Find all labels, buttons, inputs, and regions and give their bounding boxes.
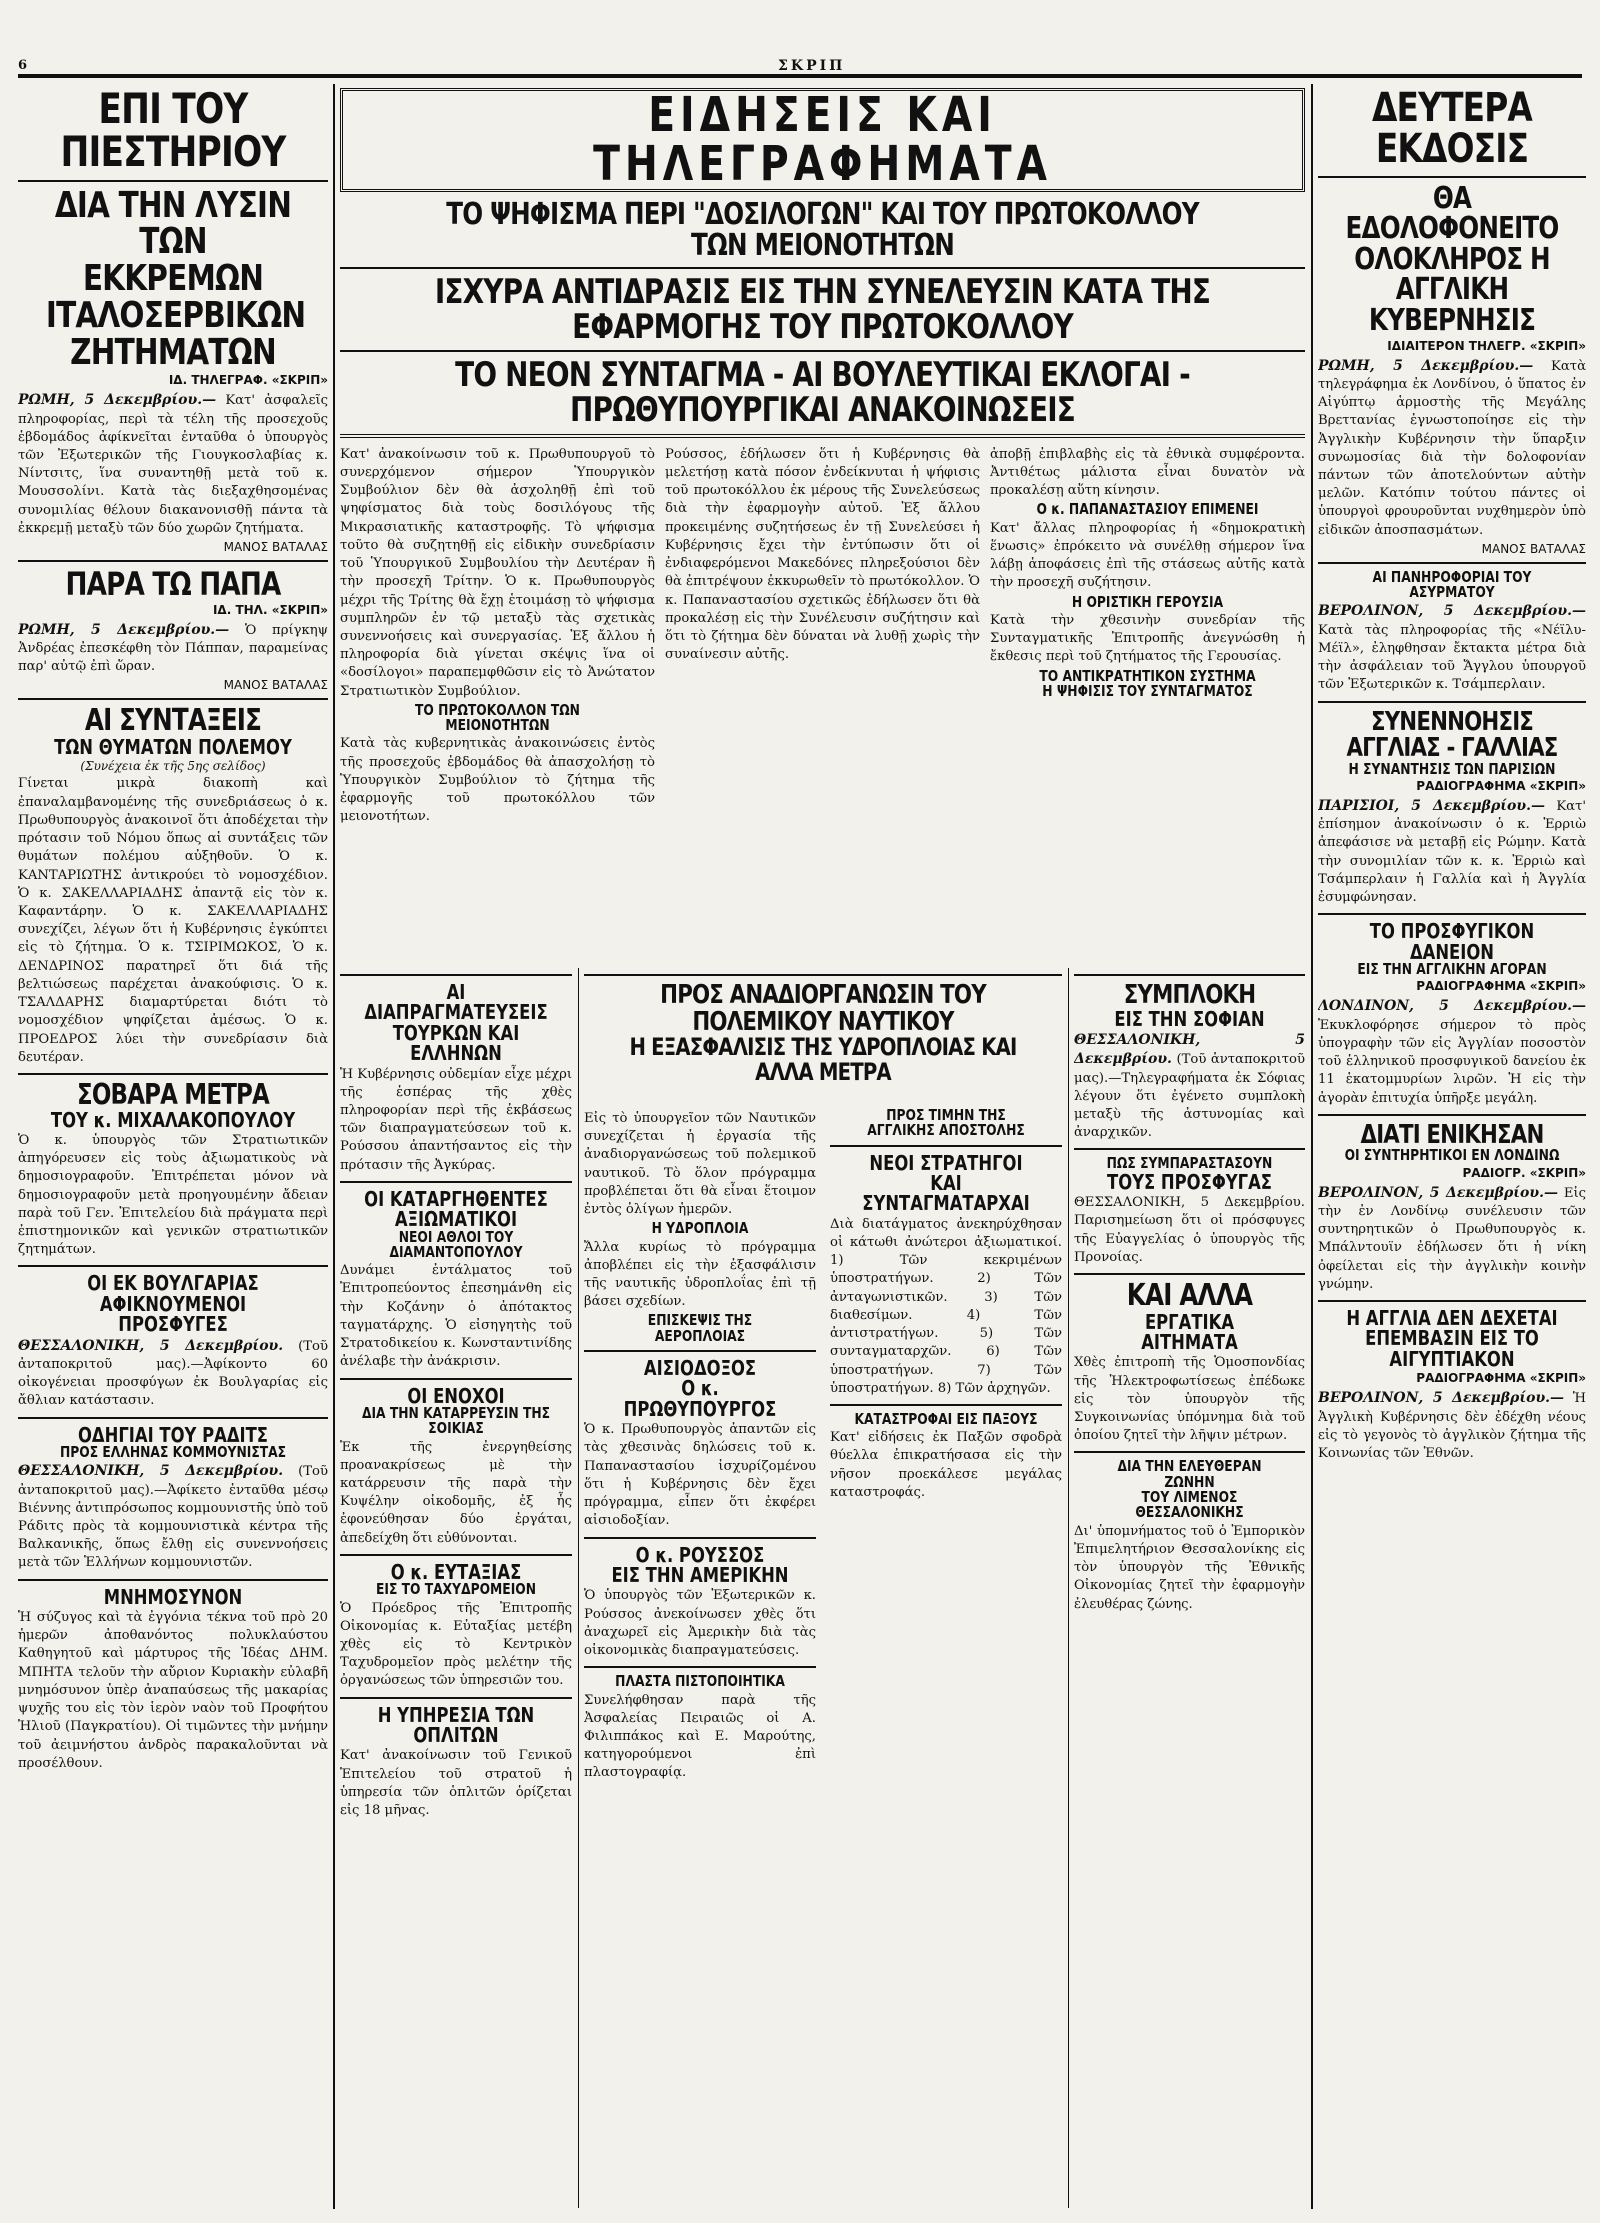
dateline: ΡΩΜΗ, 5 Δεκεμβρίου.— — [18, 621, 230, 638]
article-body: Κατ' ἀνακοίνωσιν τοῦ Γενικοῦ Ἐπιτελείου τοῦ στρατοῦ ἡ ὑπηρεσία τῶν ὁπλιτῶν ὁρίζεται εἰς 18 μῆνας. — [340, 1748, 572, 1819]
article-text: Κατὰ τηλεγράφημα ἐκ Λονδίνου, ὁ ὕπατος ἐν Αἰγύπτῳ ἁρμοστὴς τῆς Μεγάλης Βρεττανίας ἐγνωστοποίησε εἰς τὴν Ἀγγλικὴν Κυβέρνησιν τὴν ὕπαρξιν συνωμοσίας διὰ τὴν δολοφονίαν πάντων τῶν ἀποτελούντων αὐτὴν μελῶν. Κατόπιν τούτου πάντες οἱ ὑπουργοὶ φρουροῦνται νυχθημερὸν ὑπὸ εἰδικῶν ἀποσπασμάτων. — [1318, 358, 1586, 538]
generals-headline: ΝΕΟΙ ΣΤΡΑΤΗΓΟΙ — [869, 1150, 1023, 1175]
entente-headline: ΣΥΝΕΝΝΟΗΣΙΣ ΑΓΓΛΙΑΣ - ΓΑΛΛΙΑΣ — [1346, 706, 1558, 764]
lower-center — [340, 968, 1305, 2208]
byline: ΡΑΔΙΟΓΡΑΦΗΜΑ «ΣΚΡΙΠ» — [1416, 1371, 1586, 1386]
egypt-headline: Η ΑΓΓΛΙΑ ΔΕΝ ΔΕΧΕΤΑΙ ΕΠΕΜΒΑΣΙΝ ΕΙΣ ΤΟ ΑΙΓΥΠΤΙΑΚΟΝ — [1346, 1306, 1558, 1371]
free-zone-subheadline: ΤΟΥ ΛΙΜΕΝΟΣ ΘΕΣΣΑΛΟΝΙΚΗΣ — [1135, 1488, 1244, 1522]
article-body: Ἄλλα κυρίως τὸ πρόγραμμα ἀποβλέπει εἰς τὴν ἐξασφάλισιν τῆς ναυτικῆς ὑδροπλοΐας ἐπὶ τῇ βάσει σχεδίων. — [584, 1239, 816, 1310]
navy-subheadline: Η ΕΞΑΣΦΑΛΙΣΙΣ ΤΗΣ ΥΔΡΟΠΛΟΙΑΣ ΚΑΙ ΑΛΛΑ ΜΕΤΡΑ — [629, 1033, 1017, 1086]
article-body: ἀποβῇ ἐπιβλαβὴς εἰς τὰ ἐθνικὰ συμφέροντα. Ἀντιθέτως μάλιστα εἶναι δυνατὸν νὰ προκαλέσῃ αὕτη κίνησιν. — [990, 446, 1305, 499]
optimist-subheadline: Ο κ. ΠΡΩΘΥΠΟΥΡΓΟΣ — [623, 1376, 777, 1421]
article-text: Εἰς τὴν ἐν Λονδίνῳ συνέλευσιν τῶν συντηρητικῶν ὁ Πρωθυπουργὸς κ. Μπάλντουϊν ἐδήλωσεν ὅτι ἡ νίκη ὀφείλεται εἰς τὴν ἀγγλικὴν κοινὴν γνώμην. — [1318, 1185, 1586, 1292]
generals-subheadline: ΚΑΙ ΣΥΝΤΑΓΜΑΤΑΡΧΑΙ — [862, 1170, 1030, 1216]
article-body: Ἡ σύζυγος καὶ τὰ ἐγγόνια τέκνα τοῦ πρὸ 20 ἡμερῶν ἀποθανόντος πολυκλαύστου Καθηγητοῦ καὶ μάρτυρος τῆς Ἰδέας ΔΗΜ. ΜΠΗΤΑ τελοῦν τὴν αὔριον Κυριακὴν εὐλαβῆ μνημόσυνον ὑπὲρ ἀναπαύσεως τῆς μακαρίας ψυχῆς του εἰς τὸν ἱερὸν ναὸν τοῦ Προφήτου Ἠλιοῦ (Παγκρατίου). Οἱ τιμῶντες τὴν μνήμην τοῦ ἀειμνήστου ἀνδρὸς παρακαλοῦνται νὰ προσέλθουν. — [18, 1610, 328, 1771]
article-body: Κατ' ἄλλας πληροφορίας ἡ «δημοκρατικὴ ἕνωσις» ἐπρόκειτο νὰ συνέλθῃ σήμερον ἵνα λάβῃ ἀποφάσεις ἐπὶ τῆς στάσεως αὐτῆς κατὰ τὴν προσεχῆ συζήτησιν. — [990, 520, 1305, 591]
dateline: ΒΕΡΟΛΙΝΟΝ, 5 Δεκεμβρίου.— — [1318, 1184, 1558, 1201]
right-column — [1318, 88, 1586, 2208]
article-body — [1318, 1389, 1586, 1463]
article-body — [1318, 602, 1586, 694]
article-body: Χθὲς ἐπιτροπὴ τῆς Ὁμοσπονδίας τῆς Ἠλεκτροφωτίσεως ἐπέδωκε εἰς τὸν ὑπουργὸν τῆς Συγκοινωνίας ὑπόμνημα διὰ τοῦ ὁποίου ζητεῖ τὴν λῆψιν μέτρων. — [1074, 1355, 1305, 1444]
talks-headline: ΑΙ ΔΙΑΠΡΑΓΜΑΤΕΥΣΕΙΣ ΤΟΥΡΚΩΝ ΚΑΙ ΕΛΛΗΝΩΝ — [364, 980, 548, 1066]
free-zone-headline: ΔΙΑ ΤΗΝ ΕΛΕΥΘΕΡΑΝ ΖΩΝΗΝ — [1117, 1457, 1262, 1491]
lower-col-3 — [1074, 968, 1305, 2208]
italo-serbian-headline: ΔΙΑ ΤΗΝ ΛΥΣΙΝ ΤΩΝ ΕΚΚΡΕΜΩΝ ΙΤΑΛΟΣΕΡΒΙΚΩΝ ΖΗΤΗΜΑΤΩΝ — [45, 184, 306, 373]
conservatives-subheadline: ΟΙ ΣΥΝΤΗΡΗΤΙΚΟΙ ΕΝ ΛΟΝΔΙΝΩ — [1344, 1146, 1560, 1165]
roussos-subheadline: ΕΙΣ ΤΗΝ ΑΜΕΡΙΚΗΝ — [611, 1562, 789, 1587]
raditch-subheadline: ΠΡΟΣ ΕΛΛΗΝΑΣ ΚΟΜΜΟΥΝΙΣΤΑΣ — [59, 1442, 287, 1461]
article-body: Διὰ διατάγματος ἀνεκηρύχθησαν οἱ κάτωθι ἀνώτεροι ἀξιωματικοί. 1) Τῶν κεκριμένων ὑποστρατήγων. 2) Τῶν ἀνταγωνιστικῶν. 3) Τῶν διαθεσίμων. 4) Τῶν ἀντιστρατήγων. 5) Τῶν συνταγματαρχῶν. 6) Τῶν ὑποστρατήγων. 7) Τῶν ὑποστρατήγων. 8) Τῶν ἀρχηγῶν. — [830, 1216, 1062, 1396]
byline: ΡΑΔΙΟΓΡ. «ΣΚΡΙΠ» — [1462, 1165, 1586, 1180]
article-body — [18, 1462, 328, 1572]
loan-headline: ΤΟ ΠΡΟΣΦΥΓΙΚΟΝ ΔΑΝΕΙΟΝ — [1369, 919, 1535, 964]
left-headline: ΕΠΙ ΤΟΥ ΠΙΕΣΤΗΡΙΟΥ — [60, 88, 286, 176]
column-rule — [578, 968, 579, 2208]
article-body: Ἡ Κυβέρνησις οὐδεμίαν εἶχε μέχρι τῆς ἑσπέρας τῆς χθὲς πληροφορίαν περὶ τῆς ἐκβάσεως τῶν διαπραγματεύσεων τοῦ κ. Ρούσσου ἀπαντήσαντος εἰς τὴν πρότασιν τῆς Ἀγκύρας. — [340, 1066, 572, 1173]
article-body: Δυνάμει ἐντάλματος τοῦ Ἐπιτροπεύοντος ἐπεσημάνθη εἰς τὴν Κοζάνην ὁ ἀπότακτος ταγματάρχης. Ὁ εἰσηγητὴς τοῦ Στρατοδικείου κ. Κωνσταντινίδης ἀνέλαβε τὴν ἀνάκρισιν. — [340, 1263, 572, 1370]
section-subhead: Η ΟΡΙΣΤΙΚΗ ΓΕΡΟΥΣΙΑ — [1071, 592, 1224, 611]
article-body: Κατ' εἰδήσεις ἐκ Παξῶν σφοδρὰ θύελλα ἐπικρατήσασα εἰς τὴν νῆσον προεκάλεσε μεγάλας καταστροφάς. — [830, 1430, 1062, 1500]
eutaxias-headline: Ο κ. ΕΥΤΑΞΙΑΣ — [390, 1559, 522, 1584]
entente-subheadline: Η ΣΥΝΑΝΤΗΣΙΣ ΤΩΝ ΠΑΡΙΣΙΩΝ — [1348, 759, 1556, 778]
article-body: Δι' ὑπομνήματος τοῦ ὁ Ἐμπορικὸν Ἐπιμελητήριον Θεσσαλονίκης εἰς τὸν ὑπουργὸν τῆς Ἐθνικῆς Οἰκονομίας ζητεῖ τὴν ἐφαρμογὴν ἐλευθέρας ζώνης. — [1074, 1523, 1305, 1612]
dateline: ΡΩΜΗ, 5 Δεκεμβρίου.— — [1318, 357, 1534, 374]
lead-col-2 — [665, 444, 980, 829]
dateline: ΘΕΣΣΑΛΟΝΙΚΗ, 5 Δεκεμβρίου. — [18, 1337, 284, 1354]
banner-title: ΕΙΔΗΣΕΙΣ ΚΑΙ ΤΗΛΕΓΡΑΦΗΜΑΤΑ — [593, 88, 1052, 192]
signature: ΜΑΝΟΣ ΒΑΤΑΛΑΣ — [1481, 541, 1586, 556]
article-body: Ἐκ τῆς ἐνεργηθείσης προανακρίσεως μὲ τὴν κατάρρευσιν τῆς παρὰ τὴν Κυψέλην οἰκοδομῆς, ἐξ ἧς ἐφονεύθησαν δύο ἐργάται, ἀπεδείχθη ὅτι εὐθύνονται. — [340, 1439, 572, 1546]
article-body — [1318, 997, 1586, 1107]
article-body: Κατὰ τὰς κυβερνητικὰς ἀνακοινώσεις ἐντὸς τῆς προσεχοῦς ἑβδομάδος θὰ ἀπασχολήσῃ τὸ Ὑπουργικὸν Συμβούλιον τὸ ζήτημα τῆς ἐφαρμογῆς τοῦ πρωτοκόλλου τῶν μειονοτήτων. — [340, 736, 655, 825]
refugee-support-headline: ΠΩΣ ΣΥΜΠΑΡΑΣΤΑΣΟΥΝ — [1106, 1154, 1273, 1173]
center-column — [340, 88, 1305, 2208]
wireless-headline: ΑΙ ΠΑΝΗΡΟΦΟΡΙΑΙ ΤΟΥ ΑΣΥΡΜΑΤΟΥ — [1372, 567, 1532, 602]
article-text: (Τοῦ ἀνταποκριτοῦ μας).—Ἀφίκετο ἐνταῦθα μέσῳ Βιέννης ἀντιπρόσωπος κομμουνιστῆς ὑπὸ τοῦ Ράδιτς πρὸς τὰ κομμουνιστικὰ κέντρα τῆς Βαλκανικῆς, ὅπως ἔλθῃ εἰς συνεννοήσεις μετὰ τῶν Ἑλλήνων κομμουνιστῶν. — [18, 1464, 328, 1571]
clash-subheadline: ΕΙΣ ΤΗΝ ΣΟΦΙΑΝ — [1114, 1006, 1265, 1031]
page-number: 6 — [18, 58, 28, 73]
article-text: Κατ' ἐπίσημον ἀνακοίνωσιν ὁ κ. Ἐρριὼ ἀπεφάσισε νὰ μεταβῇ εἰς Ρώμην. Κατὰ τὴν συνομιλίαν τῶν κ. κ. Ἐρριὼ καὶ Τσάμπερλαιν ἡ Γαλλία καὶ ἡ Ἀγγλία ἐσυμφώνησαν. — [1318, 798, 1586, 906]
article-text: (Τοῦ ἀνταποκριτοῦ μας).—Τηλεγραφήματα ἐκ Σόφιας λέγουν ὅτι ἐγένετο συμπλοκὴ μεταξὺ τῆς ἀστυνομίας καὶ ἀναρχικῶν. — [1074, 1052, 1305, 1141]
lead-third-headline: ΤΟ ΝΕΟΝ ΣΥΝΤΑΓΜΑ - ΑΙ ΒΟΥΛΕΥΤΙΚΑΙ ΕΚΛΟΓΑΙ - ΠΡΩΘΥΠΟΥΡΓΙΚΑΙ ΑΝΑΚΟΙΝΩΣΕΙΣ — [455, 355, 1190, 431]
article-body: Ὁ κ. Πρωθυπουργὸς ἀπαντῶν εἰς τὰς χθεσινὰς δηλώσεις τοῦ κ. Παπαναστασίου ἰσχυρίζομένου ὅτι ἡ Κυβέρνησις δὲν ἔχει πρόγραμμα, εἶπεν ὅτι ἐκφέρει αἰσιοδοξίαν. — [584, 1422, 816, 1529]
section-subhead: ΤΟ ΑΝΤΙΚΡΑΤΗΤΙΚΟΝ ΣΥΣΤΗΜΑ — [1039, 666, 1256, 685]
byline: ΡΑΔΙΟΓΡΑΦΗΜΑ «ΣΚΡΙΠ» — [1416, 979, 1586, 994]
dateline: ΡΩΜΗ, 5 Δεκεμβρίου.— — [18, 392, 217, 409]
labour-headline: ΚΑΙ ΑΛΛΑ — [1126, 1277, 1253, 1313]
eutaxias-subheadline: ΕΙΣ ΤΟ ΤΑΧΥΔΡΟΜΕΙΟΝ — [375, 1580, 537, 1599]
clash-headline: ΣΥΜΠΛΟΚΗ — [1123, 980, 1256, 1010]
dateline: ΛΟΝΔΙΝΟΝ, 5 Δεκεμβρίου.— — [1318, 998, 1586, 1015]
section-subhead: ΤΟ ΠΡΩΤΟΚΟΛΛΟΝ ΤΩΝ ΜΕΙΟΝΟΤΗΤΩΝ — [415, 700, 580, 735]
memorial-headline: ΜΝΗΜΟΣΥΝΟΝ — [103, 1584, 243, 1609]
lead-story-columns — [340, 444, 1305, 829]
dateline: ΒΕΡΟΛΙΝΟΝ, 5 Δεκεμβρίου.— — [1318, 603, 1586, 620]
continued-note: (Συνέχεια ἐκ τῆς 5ης σελίδος) — [80, 759, 266, 774]
article-body — [18, 391, 328, 538]
article-text: Ἡ Ἀγγλικὴ Κυβέρνησις δὲν ἐδέχθη νέους εἰς τὸ γεγονὸς τὸ ἀγγλικὸν ζήτημα τῆς Κοινωνίας τῶν Ἐθνῶν. — [1318, 1391, 1586, 1461]
article-body: Ὁ ὑπουργὸς τῶν Ἐξωτερικῶν κ. Ρούσσος ἀνεκοίνωσεν χθὲς ὅτι ἀναχωρεῖ εἰς Ἀμερικὴν διὰ τὰς οἰκονομικὰς διαπραγματεύσεις. — [584, 1588, 816, 1658]
navy-headline: ΠΡΟΣ ΑΝΑΔΙΟΡΓΑΝΩΣΙΝ ΤΟΥ ΠΟΛΕΜΙΚΟΥ ΝΑΥΤΙΚΟΥ — [660, 980, 986, 1037]
left-column — [18, 88, 328, 2208]
culprits-subheadline: ΔΙΑ ΤΗΝ ΚΑΤΑΡΡΕΥΣΙΝ ΤΗΣ ΣΟΙΚΙΑΣ — [361, 1403, 551, 1438]
labour-subheadline: ΕΡΓΑΤΙΚΑ ΑΙΤΗΜΑΤΑ — [1141, 1309, 1238, 1354]
section-subhead: ΠΡΟΣ ΤΙΜΗΝ ΤΗΣ ΑΓΓΛΙΚΗΣ ΑΠΟΣΤΟΛΗΣ — [867, 1108, 1025, 1140]
column-rule — [1311, 84, 1313, 2209]
lead-headline: ΤΟ ΨΗΦΙΣΜΑ ΠΕΡΙ "ΔΟΣΙΛΟΓΩΝ" ΚΑΙ ΤΟΥ ΠΡΩΤΟΚΟΛΛΟΥ ΤΩΝ ΜΕΙΟΝΟΤΗΤΩΝ — [446, 196, 1199, 263]
byline: ΙΔ. ΤΗΛ. «ΣΚΡΙΠ» — [212, 602, 328, 617]
dateline: ΠΑΡΙΣΙΟΙ, 5 Δεκεμβρίου.— — [1318, 797, 1545, 814]
article-text: Ὁ πρίγκηψ Ἀνδρέας ἐπεσκέφθη τὸν Πάππαν, παραμείνας παρ' αὐτῷ ἐπὶ ὥραν. — [18, 622, 328, 675]
article-text: (Τοῦ ἀνταποκριτοῦ μας).—Ἀφίκοντο 60 οἰκογένειαι προσφύγων ἐκ Βουλγαρίας εἰς ἄθλιαν κατάστασιν. — [18, 1338, 328, 1409]
byline: ΙΔΙΑΙΤΕΡΟΝ ΤΗΛΕΓΡ. «ΣΚΡΙΠ» — [1387, 338, 1586, 353]
optimist-headline: ΑΙΣΙΟΔΟΞΟΣ — [643, 1356, 757, 1381]
article-body — [18, 621, 328, 677]
lead-subheadline: ΙΣΧΥΡΑ ΑΝΤΙΔΡΑΣΙΣ ΕΙΣ ΤΗΝ ΣΥΝΕΛΕΥΣΙΝ ΚΑΤΑ ΤΗΣ ΕΦΑΡΜΟΓΗΣ ΤΟΥ ΠΡΩΤΟΚΟΛΛΟΥ — [434, 272, 1211, 347]
byline: ΙΔ. ΤΗΛΕΓΡΑΦ. «ΣΚΡΙΠ» — [168, 373, 328, 388]
pensions-headline: ΑΙ ΣΥΝΤΑΞΕΙΣ — [84, 703, 262, 739]
article-body: Ρούσσος, ἐδήλωσεν ὅτι ἡ Κυβέρνησις θὰ μελετήσῃ κατὰ πόσον ἐνδείκνυται ἡ ψήφισις τοῦ πρωτοκόλλου ἐκ μέρους τῆς Συνελεύσεως διὰ τὴν ἐφαρμογὴν αὐτοῦ. Ἐξ ἄλλου προκειμένης συζητήσεως ἐν τῇ Συνελεύσει ἡ Κυβέρνησις ἔχει τὴν ἐντύπωσιν ὅτι οἱ ἐνδιαφερόμενοι Μακεδόνες πληρεξούσιοι δὲν θὰ ἐπιτρέψουν ἐκκυρωθεῖν τὸ πρωτόκολλον. Ὁ κ. Παπαναστασίου σχετικῶς ἐδήλωσεν ὅτι θὰ προκαλέσῃ εἰς τὴν Συνέλευσιν συζήτησιν καὶ ὅτι τὸ ζήτημα δὲν δύναται νὰ λυθῇ χωρὶς τὴν συναίνεσιν αὐτῆς. — [665, 446, 980, 663]
masthead — [18, 58, 1582, 78]
signature: ΜΑΝΟΣ ΒΑΤΑΛΑΣ — [223, 678, 328, 693]
refugee-support-subheadline: ΤΟΥΣ ΠΡΟΣΦΥΓΑΣ — [1107, 1169, 1272, 1194]
article-text: Κατὰ τὰς πληροφορίας τῆς «Νέϊλυ-Μέϊλ», ἐληφθησαν ἔκτακτα μέτρα διὰ τὴν ἀσφάλειαν τοῦ Ἄγγλου ὑπουργοῦ τῶν Ἐξωτερικῶν κ. Τσάμπερλαιν. — [1318, 622, 1586, 693]
section-subhead: Η ΥΔΡΟΠΛΟΙΑ — [651, 1219, 749, 1238]
culprits-headline: ΟΙ ΕΝΟΧΟΙ — [407, 1383, 505, 1408]
lower-col-1 — [340, 968, 572, 2208]
article-body: Κατὰ τὴν χθεσινὴν συνεδρίαν τῆς Συνταγματικῆς Ἐπιτροπῆς ἀνεγνώσθη ἡ ἔκθεσις περὶ τοῦ ζητήματος τῆς Γερουσίας. — [990, 612, 1305, 665]
pope-headline: ΠΑΡΑ ΤΩ ΠΑΠΑ — [65, 565, 281, 604]
second-edition-headline: ΔΕΥΤΕΡΑ ΕΚΔΟΣΙΣ — [1371, 88, 1533, 172]
dateline: ΒΕΡΟΛΙΝΟΝ, 5 Δεκεμβρίου.— — [1318, 1390, 1565, 1407]
dateline: ΘΕΣΣΑΛΟΝΙΚΗ, 5 Δεκεμβρίου. — [18, 1463, 284, 1480]
signature: ΜΑΝΟΣ ΒΑΤΑΛΑΣ — [223, 540, 328, 555]
article-text: Ἐκυκλοφόρησε σήμερον τὸ πρὸς ὑπογραφὴν τῶν εἰς Ἀγγλίαν ποσοστὸν τοῦ ἑλληνικοῦ προσφυγικοῦ δανείου ἐκ 11 ἑκατομμυρίων λιρῶν. Ἡ εἰς τὴν ἀγορὰν ἐπιτυχία ὑπῆρξε μεγάλη. — [1318, 1017, 1586, 1106]
lower-col-2b — [830, 1108, 1062, 2208]
article-body: Εἰς τὸ ὑπουργεῖον τῶν Ναυτικῶν συνεχίζεται ἡ ἐργασία τῆς ἀναδιοργανώσεως τοῦ πολεμικοῦ ναυτικοῦ. Τὸ ὅλον πρόγραμμα προβλέπεται ὅτι θὰ εἶναι ἕτοιμον ἐντὸς ὀλίγων ἡμερῶν. — [584, 1111, 816, 1218]
article-body: Συνελήφθησαν παρὰ τῆς Ἀσφαλείας Πειραιῶς οἱ Α. Φιλιππάκος καὶ Ε. Μαρούτης, κατηγορούμενοι ἐπὶ πλαστογραφίᾳ. — [584, 1692, 816, 1781]
dateline: ΘΕΣΣΑΛΟΝΙΚΗ, 5 Δεκεμβρίου. — [1074, 1031, 1305, 1068]
news-banner — [340, 88, 1305, 192]
column-rule — [333, 84, 335, 2209]
section-subhead: Η ΨΗΦΙΣΙΣ ΤΟΥ ΣΥΝΤΑΓΜΑΤΟΣ — [1042, 681, 1253, 700]
forgery-headline: ΠΛΑΣΤΑ ΠΙΣΤΟΠΟΙΗΤΙΚΑ — [615, 1672, 785, 1691]
article-body: Κατ' ἀνακοίνωσιν τοῦ κ. Πρωθυπουργοῦ τὸ συνερχόμενον σήμερον Ὑπουργικὸν Συμβούλιον δὲν θὰ ἀσχοληθῇ ἐπὶ τοῦ ψηφίσματος διὰ τοὺς δοσιλόγους τῆς Μικρασιατικῆς καταστροφῆς. Τὸ ψήφισμα τοῦτο θὰ συζητηθῇ εἰς εἰδικὴν συνεδρίασιν τοῦ Ὑπουργικοῦ Συμβουλίου τὴν Δευτέραν ἢ τὴν προσεχῆ Τρίτην. Ὁ κ. Πρωθυπουργὸς μέχρι τῆς Τρίτης θὰ ἔχῃ ἑτοιμάσῃ τὸ ψήφισμα συμπληρῶν ἐν τῷ μεταξὺ τὰς σχετικὰς συνεννοήσεις καὶ συνεργασίας. Ἐξ ἄλλου ἡ πληροφορία διὰ γίνεται σκέψις ἵνα οἱ «δοσίλογοι» παραπεμφθῶσιν εἰς τὸ Ἀνώτατον Στρατιωτικὸν Συμβούλιον. — [340, 446, 655, 699]
pensions-subheadline: ΤΩΝ ΘΥΜΑΤΩΝ ΠΟΛΕΜΟΥ — [54, 735, 292, 760]
section-subhead: Ο κ. ΠΑΠΑΝΑΣΤΑΣΙΟΥ ΕΠΙΜΕΝΕΙ — [1036, 500, 1259, 519]
article-body: ΘΕΣΣΑΛΟΝΙΚΗ, 5 Δεκεμβρίου. Παρισημείωση ὅτι οἱ πρόσφυγες τῆς Εὐαγγελίας ὁ ὑπουργὸς τῆς Προνοίας. — [1074, 1195, 1305, 1265]
article-body: Γίνεται μικρὰ διακοπὴ καὶ ἐπαναλαμβανομένης τῆς συνεδριάσεως ὁ κ. Πρωθυπουργὸς ἀνακοινοῖ ὅτι ἀποδέχεται τὴν πρότασιν τοῦ Νόμου ὅπως αἱ συντάξεις τῶν θυμάτων πολέμου αὐξηθοῦν. Ὁ κ. ΚΑΝΤΑΡΙΩΤΗΣ ἀντικρούει τὸ νομοσχέδιον. Ὁ κ. ΣΑΚΕΛΛΑΡΙΑΔΗΣ ἀπαντᾷ εἰς τὸν κ. Καφαντάρην. Ὁ κ. ΣΑΚΕΛΛΑΡΙΑΔΗΣ συνεχίζει, λέγων ὅτι ἡ Κυβέρνησις ἐγκύπτει εἰς τὸ ζήτημα. Ὁ κ. ΤΣΙΡΙΜΩΚΟΣ, Ὁ κ. ΔΕΝΔΡΙΝΟΣ παρατηρεῖ ὅτι διά τῆς βελτιώσεως παρέχεται ἀνακούφισις. Ὁ κ. ΤΣΑΛΔΑΡΗΣ διαμαρτύρεται διότι τὸ νομοσχέδιον ψηφίζεται ἀμέσως. Ὁ κ. ΠΡΟΕΔΡΟΣ λύει τὴν συνεδρίασιν διὰ δευτέραν. — [18, 776, 328, 1065]
lead-col-3 — [990, 444, 1305, 829]
roussos-headline: Ο κ. ΡΟΥΣΣΟΣ — [635, 1542, 765, 1567]
measures-subheadline: ΤΟΥ κ. ΜΙΧΑΛΑΚΟΠΟΥΛΟΥ — [50, 1107, 296, 1132]
officers-headline: ΟΙ ΚΑΤΑΡΓΗΘΕΝΤΕΣ ΑΞΙΩΜΑΤΙΚΟΙ — [364, 1186, 548, 1232]
loan-subheadline: ΕΙΣ ΤΗΝ ΑΓΓΛΙΚΗΝ ΑΓΟΡΑΝ — [1357, 960, 1547, 979]
lower-col-2 — [584, 968, 1062, 2208]
section-subhead: ΕΠΙΣΚΕΨΙΣ ΤΗΣ ΑΕΡΟΠΛΟΙΑΣ — [647, 1311, 753, 1345]
raditch-headline: ΟΔΗΓΙΑΙ ΤΟΥ ΡΑΔΙΤΣ — [77, 1422, 269, 1447]
byline: ΡΑΔΙΟΓΡΑΦΗΜΑ «ΣΚΡΙΠ» — [1416, 778, 1586, 793]
paxoi-headline: ΚΑΤΑΣΤΡΟΦΑΙ ΕΙΣ ΠΑΞΟΥΣ — [854, 1409, 1038, 1428]
article-body: Ὁ Πρόεδρος τῆς Ἐπιτροπῆς Οἰκονομίας κ. Εὐταξίας μετέβη χθὲς εἰς τὸ Κεντρικὸν Ταχυδρομεῖον πρὸς μελέτην τῆς ὀργανώσεως τῶν ὑπηρεσιῶν του. — [340, 1600, 572, 1689]
paper-name: ΣΚΡΙΠ — [778, 58, 846, 74]
lower-col-2a — [584, 1108, 816, 2208]
article-body — [18, 1337, 328, 1411]
measures-headline: ΣΟΒΑΡΑ ΜΕΤΡΑ — [76, 1077, 270, 1111]
officers-subheadline: ΝΕΟΙ ΑΘΛΟΙ ΤΟΥ ΔΙΑΜΑΝΤΟΠΟΥΛΟΥ — [389, 1227, 523, 1261]
article-body — [1318, 797, 1586, 907]
article-body — [1318, 1184, 1586, 1294]
column-rule — [1068, 968, 1069, 2208]
lead-col-1 — [340, 444, 655, 829]
article-body — [1074, 1031, 1305, 1143]
refugees-headline: ΟΙ ΕΚ ΒΟΥΛΓΑΡΙΑΣ ΑΦΙΚΝΟΥΜΕΝΟΙ ΠΡΟΣΦΥΓΕΣ — [87, 1271, 259, 1337]
article-text: Κατ' ἀσφαλεῖς πληροφορίας, περὶ τὰ τέλη τῆς προσεχοῦς ἑβδομάδος ἀφίκνεῖται ἐνταῦθα ὁ ὑπουργὸς τῶν Ἐξωτερικῶν τῆς Γιουγκοσλαβίας κ. Νίντσιτς, ἵνα συναντηθῇ μετὰ τοῦ κ. Μουσσολίνι. Κατὰ τὰς διεξαχθησομένας συνομιλίας θέλουν διακανονισθῇ πάντα τὰ ἐκκρεμῇ μεταξὺ τῶν δύο χωρῶν ζητήματα. — [18, 393, 328, 536]
assassination-headline: ΘΑ ΕΔΟΛΟΦΟΝΕΙΤΟ ΟΛΟΚΛΗΡΟΣ Η ΑΓΓΛΙΚΗ ΚΥΒΕΡΝΗΣΙΣ — [1345, 180, 1559, 338]
service-headline: Η ΥΠΗΡΕΣΙΑ ΤΩΝ ΟΠΛΙΤΩΝ — [377, 1702, 535, 1748]
conservatives-headline: ΔΙΑΤΙ ΕΝΙΚΗΣΑΝ — [1360, 1119, 1544, 1150]
article-body — [1318, 357, 1586, 540]
article-body: Ὁ κ. ὑπουργὸς τῶν Στρατιωτικῶν ἀπηγόρευσεν εἰς τοὺς ἀξιωματικοὺς νὰ δημοσιογραφοῦν. Ἐπιτρέπεται μόνον νὰ δημοσιογραφοῦν μετὰ προηγουμένην ἄδειαν παρὰ τοῦ Γεν. Ἐπιτελείου διὰ πράγματα περὶ ἐπιστημονικῶν καὶ γενικῶν στρατιωτικῶν ζητημάτων. — [18, 1132, 328, 1258]
